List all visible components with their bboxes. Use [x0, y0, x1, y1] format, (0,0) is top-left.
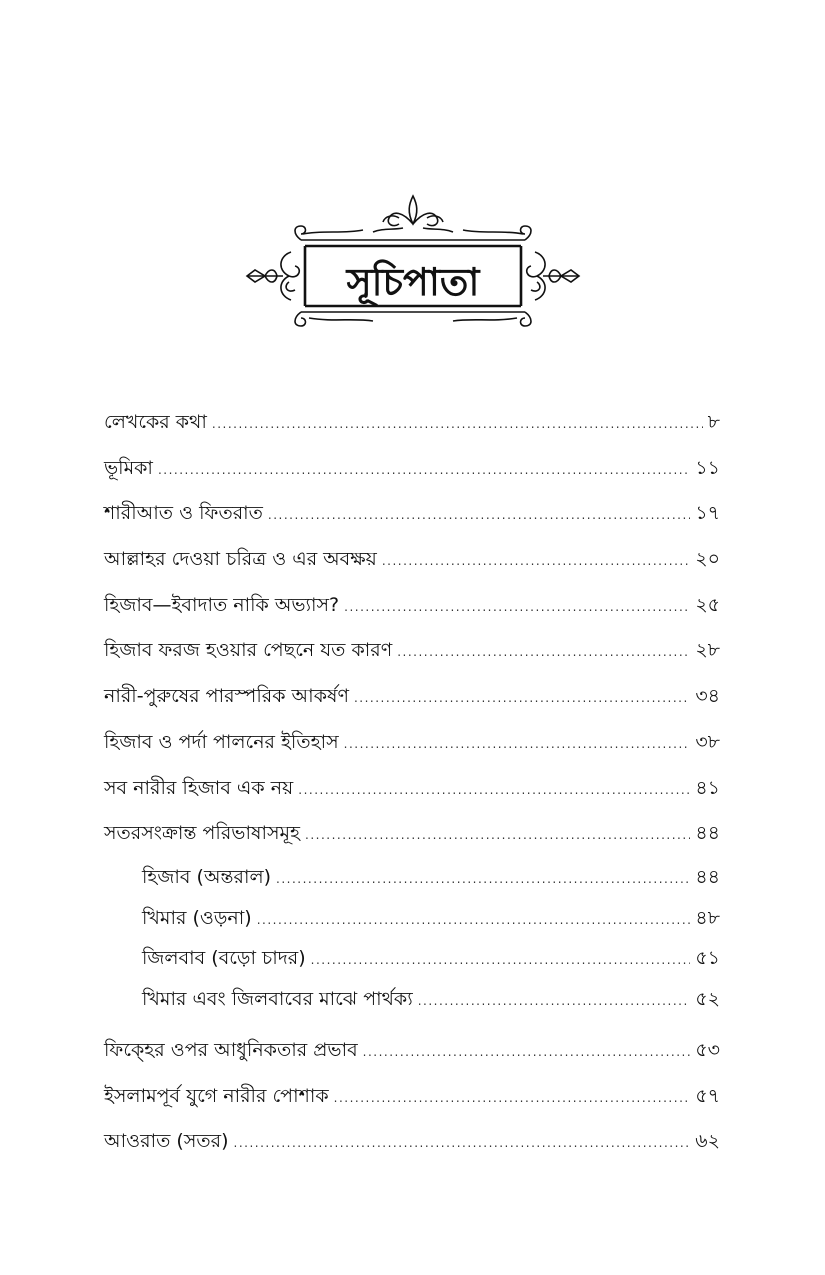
- toc-subentry[interactable]: [104, 898, 720, 939]
- dot-leader: [334, 1076, 691, 1122]
- toc-entry[interactable]: [104, 446, 720, 492]
- toc-entry-label: ফিক্হের ওপর আধুনিকতার প্রভাব: [104, 1039, 358, 1062]
- toc-subentry[interactable]: [104, 938, 720, 979]
- toc-entry-label: হিজাব ফরজ হওয়ার পেছনে যত কারণ: [104, 639, 393, 662]
- toc-entry-page: ৫৭: [695, 1084, 720, 1107]
- dot-leader: [305, 813, 690, 859]
- top-finial-ornament: [303, 196, 523, 234]
- toc-entry-label: খিমার এবং জিলবাবের মাঝে পার্থক্য: [142, 988, 413, 1011]
- dot-leader: [234, 1121, 691, 1167]
- dot-leader: [354, 676, 690, 722]
- dot-leader: [344, 585, 690, 631]
- dot-leader: [268, 493, 690, 539]
- dot-leader: [397, 630, 690, 676]
- toc-entry-page: ১১: [695, 456, 720, 479]
- toc-entry-page: ১৭: [695, 502, 720, 525]
- toc-entry-page: ২৫: [695, 593, 720, 616]
- toc-entry-page: ৪১: [695, 776, 720, 799]
- toc-entry-page: ২৮: [695, 639, 720, 662]
- dot-leader: [418, 981, 691, 1022]
- toc-entry[interactable]: [104, 1028, 720, 1074]
- toc-entry[interactable]: [104, 674, 720, 720]
- toc-entry-label: লেখকের কথা: [104, 411, 207, 433]
- toc-entry[interactable]: [104, 491, 720, 537]
- dot-leader: [344, 722, 691, 768]
- toc-entry[interactable]: [104, 1119, 720, 1165]
- page-title: সূচিপাতা: [346, 260, 480, 304]
- toc-entry-page: ৪৮: [695, 906, 720, 929]
- toc-entry-label: হিজাব (অন্তরাল): [142, 865, 272, 888]
- toc-entry[interactable]: [104, 628, 720, 674]
- toc-entry-label: হিজাব—ইবাদাত নাকি অভ্যাস?: [104, 593, 340, 616]
- toc-entry-label: ইসলামপূর্ব যুগে নারীর পোশাক: [104, 1084, 329, 1107]
- toc-entry-page: ৪৪: [695, 865, 720, 888]
- toc-entry-label: আওরাত (সতর): [104, 1130, 229, 1153]
- toc-entry-label: খিমার (ওড়না): [142, 906, 252, 929]
- toc-entry-page: ২০: [695, 548, 720, 571]
- toc-entry-page: ৮: [707, 411, 720, 433]
- toc-entry-page: ৫২: [695, 988, 720, 1011]
- toc-entry-page: ৪৪: [695, 822, 720, 845]
- toc-entry-label: নারী-পুরুষের পারস্পরিক আকর্ষণ: [104, 685, 349, 708]
- toc-entry[interactable]: [104, 537, 720, 583]
- toc-entry[interactable]: [104, 766, 720, 812]
- toc-entry-label: আল্লাহর দেওয়া চরিত্র ও এর অবক্ষয়: [104, 548, 377, 571]
- toc-entry-page: ৩৮: [695, 730, 720, 753]
- toc-entry[interactable]: [104, 1074, 720, 1120]
- dot-leader: [363, 1030, 691, 1076]
- table-of-contents: [104, 400, 720, 1165]
- toc-subentry[interactable]: [104, 979, 720, 1020]
- toc-entry[interactable]: [104, 583, 720, 629]
- toc-entry-page: ৫১: [695, 947, 720, 970]
- toc-entry-label: সব নারীর হিজাব এক নয়: [104, 776, 294, 799]
- dot-leader: [158, 448, 690, 494]
- toc-entry-label: ভূমিকা: [104, 456, 153, 479]
- dot-leader: [257, 900, 691, 941]
- toc-entry[interactable]: [104, 400, 720, 446]
- dot-leader: [212, 402, 703, 448]
- toc-entry-label: সতরসংক্রান্ত পরিভাষাসমূহ: [104, 822, 301, 845]
- dot-leader: [382, 539, 690, 585]
- toc-entry[interactable]: [104, 720, 720, 766]
- toc-entry-page: ৬২: [695, 1130, 720, 1153]
- toc-entry-label: হিজাব ও পর্দা পালনের ইতিহাস: [104, 730, 339, 753]
- toc-subentry[interactable]: [104, 857, 720, 898]
- toc-entry[interactable]: [104, 811, 720, 857]
- toc-entry-label: জিলবাব (বড়ো চাদর): [142, 947, 306, 970]
- dot-leader: [311, 940, 691, 981]
- dot-leader: [276, 859, 690, 900]
- toc-entry-label: শারীআত ও ফিতরাত: [104, 502, 263, 525]
- toc-entry-page: ৩৪: [695, 685, 720, 708]
- dot-leader: [298, 768, 690, 814]
- toc-entry-page: ৫৩: [695, 1039, 720, 1062]
